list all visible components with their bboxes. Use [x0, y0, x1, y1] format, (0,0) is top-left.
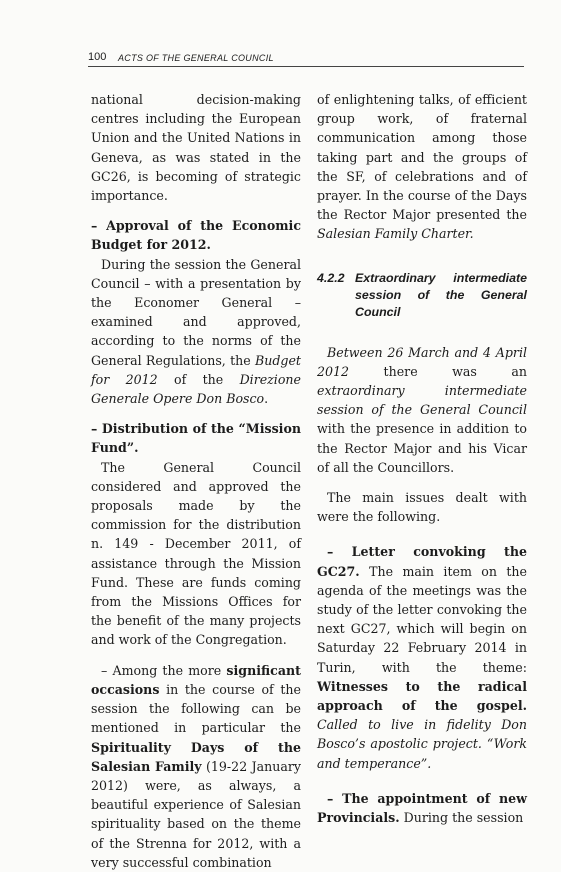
paragraph: national decision-making centres including the European Union and the United Nations in Geneva, as was stated in the GC26, is becoming of strategic importance. [91, 92, 301, 204]
paragraph: – Letter convoking the GC27. The main item on the agenda of the meetings was the study of the letter convoking the next GC27, which will begin on Saturday 22 February 2014 in Turin, with the theme: Witnesses to the radical approach of the gospel. Called to live in fidelity Don Bosco’s apostolic project. “Work and temperance”. [317, 544, 527, 771]
paragraph: The main issues dealt with were the following. [317, 490, 527, 525]
subheading-budget: – Approval of the Economic Budget for 2012. [91, 218, 301, 253]
paragraph: – The appointment of new Provincials. During the session [317, 790, 527, 826]
section-heading [317, 270, 527, 321]
right-column [317, 90, 527, 827]
left-column [91, 90, 301, 872]
page-number: 100 [88, 51, 107, 63]
paragraph: – Among the more significant occasions in the course of the session the following can be mentioned in particular the Spirituality Days of the Salesian Family (19-22 January 2012) were, as always, a beautiful experience of Salesian spirituality based on the theme of the Strenna for 2012, with a very successful combination [91, 662, 301, 870]
subheading-mission-fund: – Distribution of the “Mission Fund”. [91, 421, 301, 456]
paragraph: During the session the General Council – with a presentation by the Economer General – examined and approved, according to the norms of the General Regulations, the Budget for 2012 of the Direzione Generale Opere Don Bosco. [91, 256, 301, 407]
section-title: Extraordinary intermediate session of the General Council [355, 270, 527, 319]
paragraph: The General Council considered and approved the proposals made by the commission for the distribution n. 149 - December 2011, of assistance through the Mission Fund. These are funds coming from the Missions Offices for the benefit of the many projects and work of the Congregation. [91, 459, 301, 648]
section-number: 4.2.2 [317, 270, 345, 285]
paragraph: of enlightening talks, of efficient group work, of fraternal communication among those taking part and the groups of the SF, of celebrations and of prayer. In the course of the Days the Rector Major presented the Salesian Family Charter. [317, 92, 527, 242]
running-head [88, 48, 524, 67]
running-title: ACTS OF THE GENERAL COUNCIL [118, 53, 274, 63]
paragraph: Between 26 March and 4 April 2012 there was an extraordinary intermediate session of the General Council with the presence in addition to the Rector Major and his Vicar of all the Councillors. [317, 344, 527, 475]
